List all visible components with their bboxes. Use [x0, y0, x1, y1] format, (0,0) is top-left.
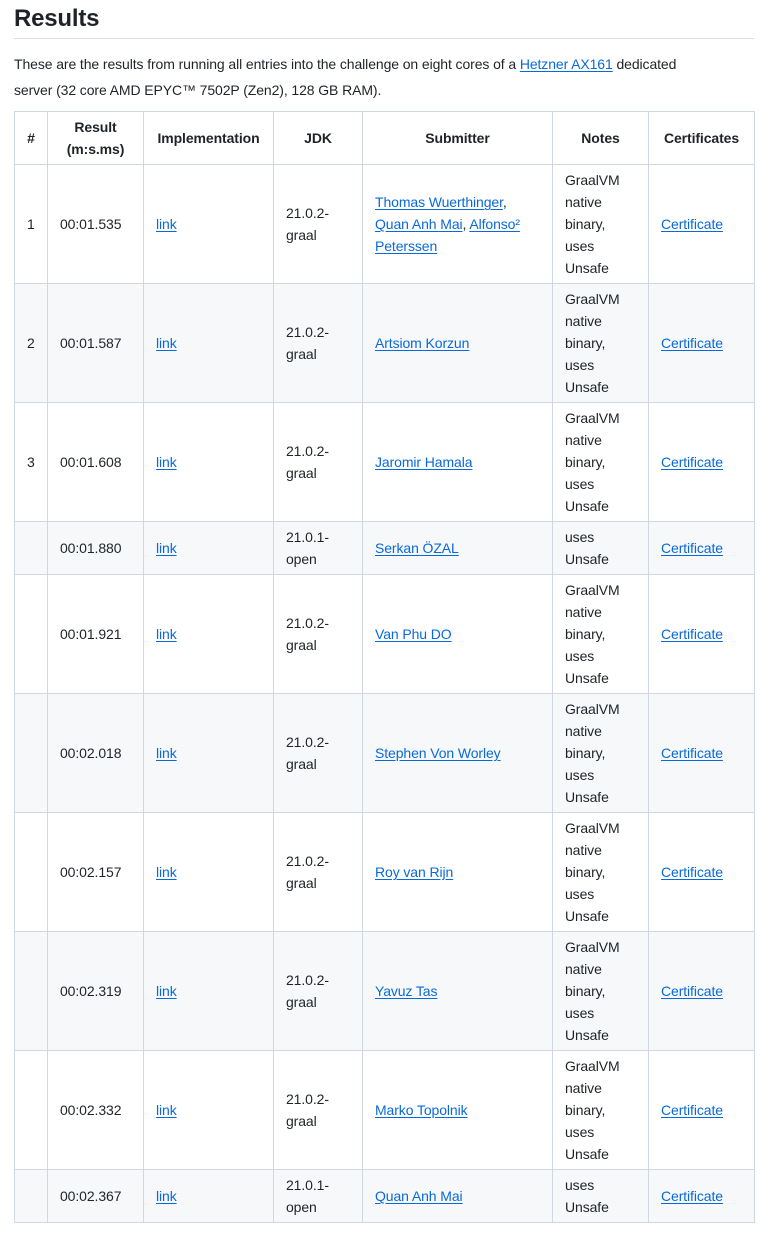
- submitter-names: [375, 1185, 537, 1207]
- notes-cell: GraalVM native binary, uses Unsafe: [553, 1051, 649, 1170]
- submitter-cell: [363, 284, 553, 403]
- column-header-rank: #: [15, 112, 48, 165]
- submitter-names: [375, 742, 537, 764]
- results-table-body: [15, 165, 755, 1223]
- certificate-cell: [649, 284, 755, 403]
- notes-cell: GraalVM native binary, uses Unsafe: [553, 694, 649, 813]
- intro-paragraph: [14, 51, 754, 103]
- column-header-submitter: Submitter: [363, 112, 553, 165]
- jdk-cell: 21.0.2-graal: [274, 813, 363, 932]
- jdk-cell: 21.0.1-open: [274, 1170, 363, 1223]
- intro-text-after-2: server (32 core AMD EPYC™ 7502P (Zen2), 128 GB RAM).: [14, 82, 382, 98]
- submitter-names: [375, 1099, 537, 1121]
- notes-cell: GraalVM native binary, uses Unsafe: [553, 932, 649, 1051]
- certificate-link[interactable]: Certificate: [661, 1102, 723, 1118]
- implementation-link[interactable]: link: [156, 540, 177, 556]
- submitter-link[interactable]: Van Phu DO: [375, 626, 452, 642]
- notes-cell: GraalVM native binary, uses Unsafe: [553, 813, 649, 932]
- column-header-jdk: JDK: [274, 112, 363, 165]
- submitter-names: [375, 623, 537, 645]
- jdk-cell: 21.0.2-graal: [274, 575, 363, 694]
- submitter-link[interactable]: Quan Anh Mai: [375, 216, 463, 232]
- submitter-link[interactable]: Stephen Von Worley: [375, 745, 501, 761]
- implementation-cell: [144, 165, 274, 284]
- submitter-link[interactable]: Marko Topolnik: [375, 1102, 468, 1118]
- table-row: [15, 1051, 755, 1170]
- table-row: [15, 694, 755, 813]
- column-header-certificates: Certificates: [649, 112, 755, 165]
- result-cell: 00:02.157: [48, 813, 144, 932]
- submitter-link[interactable]: Jaromir Hamala: [375, 454, 473, 470]
- rank-cell: [15, 932, 48, 1051]
- submitter-cell: [363, 1051, 553, 1170]
- table-row: [15, 813, 755, 932]
- implementation-cell: [144, 403, 274, 522]
- certificate-cell: [649, 694, 755, 813]
- jdk-cell: 21.0.2-graal: [274, 932, 363, 1051]
- intro-text-after-1: dedicated: [612, 56, 677, 72]
- certificate-link[interactable]: Certificate: [661, 335, 723, 351]
- table-row: [15, 403, 755, 522]
- jdk-cell: 21.0.2-graal: [274, 284, 363, 403]
- certificate-cell: [649, 575, 755, 694]
- jdk-cell: 21.0.2-graal: [274, 1051, 363, 1170]
- column-header-notes: Notes: [553, 112, 649, 165]
- certificate-cell: [649, 522, 755, 575]
- submitter-link[interactable]: Quan Anh Mai: [375, 1188, 463, 1204]
- implementation-link[interactable]: link: [156, 1102, 177, 1118]
- certificate-link[interactable]: Certificate: [661, 745, 723, 761]
- submitter-link[interactable]: Thomas Wuerthinger: [375, 194, 503, 210]
- jdk-cell: 21.0.2-graal: [274, 694, 363, 813]
- certificate-link[interactable]: Certificate: [661, 540, 723, 556]
- column-header-implementation: Implementation: [144, 112, 274, 165]
- result-cell: 00:01.880: [48, 522, 144, 575]
- submitter-names: [375, 537, 537, 559]
- rank-cell: 3: [15, 403, 48, 522]
- result-cell: 00:02.332: [48, 1051, 144, 1170]
- results-section: [14, 4, 754, 1223]
- result-cell: 00:01.535: [48, 165, 144, 284]
- implementation-cell: [144, 1170, 274, 1223]
- result-cell: 00:02.319: [48, 932, 144, 1051]
- implementation-link[interactable]: link: [156, 864, 177, 880]
- submitter-link[interactable]: Alfonso² Peterssen: [375, 216, 520, 254]
- submitter-names: [375, 980, 537, 1002]
- table-row: [15, 522, 755, 575]
- certificate-link[interactable]: Certificate: [661, 626, 723, 642]
- implementation-link[interactable]: link: [156, 454, 177, 470]
- jdk-cell: 21.0.1-open: [274, 522, 363, 575]
- result-cell: 00:01.921: [48, 575, 144, 694]
- notes-cell: GraalVM native binary, uses Unsafe: [553, 403, 649, 522]
- implementation-cell: [144, 522, 274, 575]
- implementation-link[interactable]: link: [156, 1188, 177, 1204]
- notes-cell: uses Unsafe: [553, 1170, 649, 1223]
- implementation-cell: [144, 1051, 274, 1170]
- table-header-row: [15, 112, 755, 165]
- results-table: [14, 111, 755, 1223]
- submitter-link[interactable]: Yavuz Tas: [375, 983, 438, 999]
- implementation-link[interactable]: link: [156, 216, 177, 232]
- submitter-cell: [363, 813, 553, 932]
- submitter-names: [375, 451, 537, 473]
- rank-cell: 2: [15, 284, 48, 403]
- certificate-cell: [649, 165, 755, 284]
- rank-cell: [15, 1051, 48, 1170]
- rank-cell: [15, 813, 48, 932]
- notes-cell: GraalVM native binary, uses Unsafe: [553, 575, 649, 694]
- notes-cell: GraalVM native binary, uses Unsafe: [553, 284, 649, 403]
- rank-cell: [15, 1170, 48, 1223]
- submitter-cell: [363, 932, 553, 1051]
- implementation-cell: [144, 932, 274, 1051]
- implementation-cell: [144, 575, 274, 694]
- jdk-cell: 21.0.2-graal: [274, 403, 363, 522]
- submitter-cell: [363, 165, 553, 284]
- submitter-link[interactable]: Artsiom Korzun: [375, 335, 470, 351]
- table-row: [15, 932, 755, 1051]
- rank-cell: 1: [15, 165, 48, 284]
- certificate-cell: [649, 403, 755, 522]
- submitter-cell: [363, 522, 553, 575]
- table-row: [15, 284, 755, 403]
- page-title: Results: [14, 4, 754, 39]
- table-row: [15, 165, 755, 284]
- certificate-cell: [649, 813, 755, 932]
- rank-cell: [15, 575, 48, 694]
- notes-cell: uses Unsafe: [553, 522, 649, 575]
- certificate-cell: [649, 932, 755, 1051]
- submitter-cell: [363, 1170, 553, 1223]
- implementation-cell: [144, 284, 274, 403]
- submitter-names: Thomas Wuerthinger, Quan Anh Mai, Alfonso² Peterssen: [375, 194, 520, 254]
- table-row: [15, 575, 755, 694]
- submitter-link[interactable]: Roy van Rijn: [375, 864, 454, 880]
- result-cell: 00:01.608: [48, 403, 144, 522]
- submitter-cell: [363, 694, 553, 813]
- hetzner-ax161-link[interactable]: Hetzner AX161: [519, 56, 613, 72]
- submitter-cell: [363, 575, 553, 694]
- certificate-link[interactable]: Certificate: [661, 864, 723, 880]
- implementation-link[interactable]: link: [156, 983, 177, 999]
- certificate-link[interactable]: Certificate: [661, 216, 723, 232]
- certificate-cell: [649, 1170, 755, 1223]
- table-row: [15, 1170, 755, 1223]
- intro-text-before: These are the results from running all entries into the challenge on eight cores of a: [14, 56, 520, 72]
- implementation-link[interactable]: link: [156, 626, 177, 642]
- certificate-cell: [649, 1051, 755, 1170]
- submitter-cell: [363, 403, 553, 522]
- result-cell: 00:02.018: [48, 694, 144, 813]
- column-header-result: Result (m:s.ms): [48, 112, 144, 165]
- certificate-link[interactable]: Certificate: [661, 983, 723, 999]
- submitter-names: [375, 332, 537, 354]
- rank-cell: [15, 694, 48, 813]
- implementation-cell: [144, 813, 274, 932]
- implementation-link[interactable]: link: [156, 745, 177, 761]
- rank-cell: [15, 522, 48, 575]
- jdk-cell: 21.0.2-graal: [274, 165, 363, 284]
- result-cell: 00:01.587: [48, 284, 144, 403]
- implementation-link[interactable]: link: [156, 335, 177, 351]
- certificate-link[interactable]: Certificate: [661, 1188, 723, 1204]
- submitter-names: [375, 861, 537, 883]
- result-cell: 00:02.367: [48, 1170, 144, 1223]
- implementation-cell: [144, 694, 274, 813]
- submitter-link[interactable]: Serkan ÖZAL: [375, 540, 459, 556]
- certificate-link[interactable]: Certificate: [661, 454, 723, 470]
- notes-cell: GraalVM native binary, uses Unsafe: [553, 165, 649, 284]
